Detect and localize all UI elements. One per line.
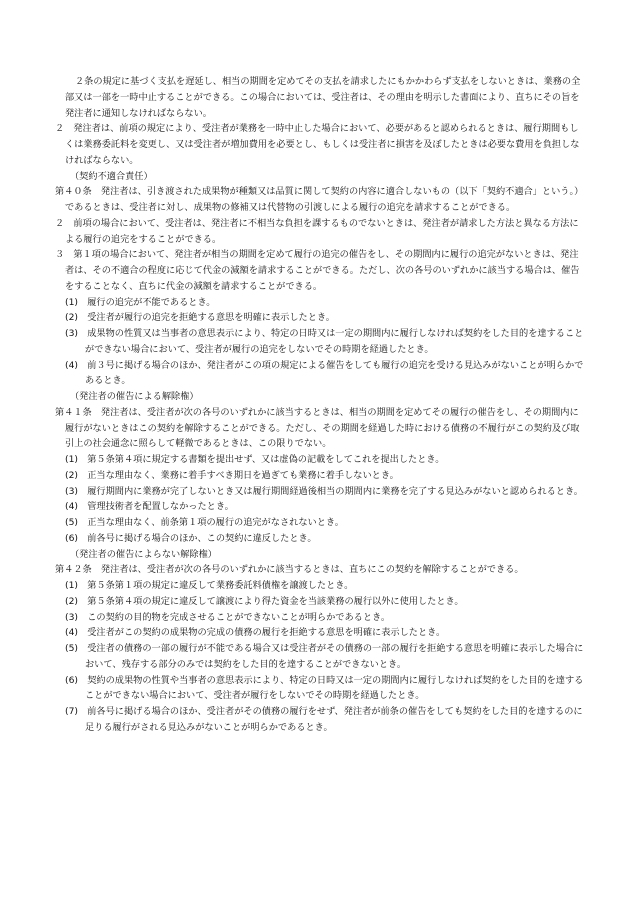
sub-item: (6) 前各号に掲げる場合のほか、この契約に違反したとき。 — [65, 532, 317, 544]
clause-item: ２ 発注者は、前項の規定により、受注者が業務を一時中止した場合において、必要があると認められるときは、履行期間もしくは業務委託料を変更し、又は受注者が増加費用を必要とし、もしくは受注者に損害を及ぼしたときは必要な費用を負担しなければならない。 — [55, 123, 580, 166]
contract-text — [55, 74, 585, 736]
sub-item: (4) 管理技術者を配置しなかったとき。 — [65, 501, 234, 513]
sub-item: (2) 正当な理由なく、業務に着手すべき期日を過ぎても業務に着手しないとき。 — [65, 469, 399, 481]
sub-item: (1) 第５条第１項の規定に違反して業務委託料債権を譲渡したとき。 — [65, 580, 354, 591]
clause-item: ２ 前項の場合において、受注者は、発注者に不相当な負担を課するものでないときは、発注者が請求した方法と異なる方法による履行の追完をすることができる。 — [55, 217, 579, 245]
sub-item: (4) 受注者がこの契約の成果物の完成の債務の履行を拒絶する意思を明確に表示したとき。 — [65, 627, 446, 639]
article-42: 第４２条 発注者は、受注者が次の各号のいずれかに該当するときは、直ちにこの契約を解除することができる。 — [55, 564, 524, 576]
sub-item: (2) 受注者が履行の追完を拒絶する意思を明確に表示したとき。 — [65, 312, 335, 324]
sub-item: (3) この契約の目的物を完成させることができないことが明らかであるとき。 — [65, 611, 391, 623]
sub-item: (1) 履行の追完が不能であるとき。 — [65, 296, 216, 308]
sub-item: (2) 第５条第４項の規定に違反して譲渡により得た資金を当該業務の履行以外に使用したとき。 — [65, 595, 464, 607]
sub-item: (5) 正当な理由なく、前条第１項の履行の追完がなされないとき。 — [65, 517, 344, 528]
sub-item: (6) 契約の成果物の性質や当事者の意思表示により、特定の日時又は一定の期間内に履行しなければ契約をした目的を達することができない場合において、受注者が履行をしないでその時期を経過したとき。 — [65, 674, 584, 702]
article-41: 第４１条 発注者は、受注者が次の各号のいずれかに該当するときは、相当の期間を定めてその履行の催告をし、その期間内に履行がないときはこの契約を解除することができる。ただし、その期間を経過した時における債務の不履行がこの契約及び取引上の社会通念に照らして軽微であるときは、この限りでない。 — [55, 406, 580, 450]
article-caption: （契約不適合責任） — [70, 170, 153, 182]
paragraph-continued: ２条の規定に基づく支払を遅延し、相当の期間を定めてその支払を請求したにもかかわらず支払をしないときは、業務の全部又は一部を一時中止することができる。この場合においては、受注者は、その理由を明示した書面により、直ちにその旨を発注者に通知しなければならない。 — [65, 76, 581, 119]
article-40: 第４０条 発注者は、引き渡された成果物が種類又は品質に関して契約の内容に適合しないもの（以下「契約不適合」という。）であるときは、受注者に対し、成果物の修補又は代替物の引渡しによる履行の追完を請求することができる。 — [55, 186, 584, 213]
article-caption: （発注者の催告によらない解除権） — [70, 548, 217, 560]
sub-item: (5) 受注者の債務の一部の履行が不能である場合又は受注者がその債務の一部の履行を拒絶する意思を明確に表示した場合において、残存する部分のみでは契約をした目的を達することができないとき。 — [65, 643, 584, 670]
sub-item: (1) 第５条第４項に規定する書類を提出せず、又は虚偽の記載をしてこれを提出したとき。 — [65, 454, 445, 465]
sub-item: (7) 前各号に掲げる場合のほか、受注者がその債務の履行をせず、発注者が前条の催告をしても契約をした目的を達するのに足りる履行がされる見込みがないことが明らかであるとき。 — [65, 706, 583, 733]
sub-item: (4) 前３号に掲げる場合のほか、発注者がこの項の規定による催告をしても履行の追完を受ける見込みがないことが明らかであるとき。 — [65, 359, 584, 387]
clause-item: ３ 第１項の場合において、発注者が相当の期間を定めて履行の追完の催告をし、その期間内に履行の追完がないときは、発注者は、その不適合の程度に応じて代金の減額を請求することができる。ただし、次の各号のいずれかに該当する場合は、催告をすることなく、直ちに代金の減額を請求することができる。 — [55, 249, 580, 292]
sub-item: (3) 履行期間内に業務が完了しないとき又は履行期間経過後相当の期間内に業務を完了する見込みがないと認められるとき。 — [65, 485, 583, 497]
article-caption: （発注者の催告による解除権） — [70, 391, 199, 402]
sub-item: (3) 成果物の性質又は当事者の意思表示により、特定の日時又は一定の期間内に履行しなければ契約をした目的を達することができない場合において、受注者が履行の追完をしないでその時期を経過したとき。 — [65, 328, 584, 355]
